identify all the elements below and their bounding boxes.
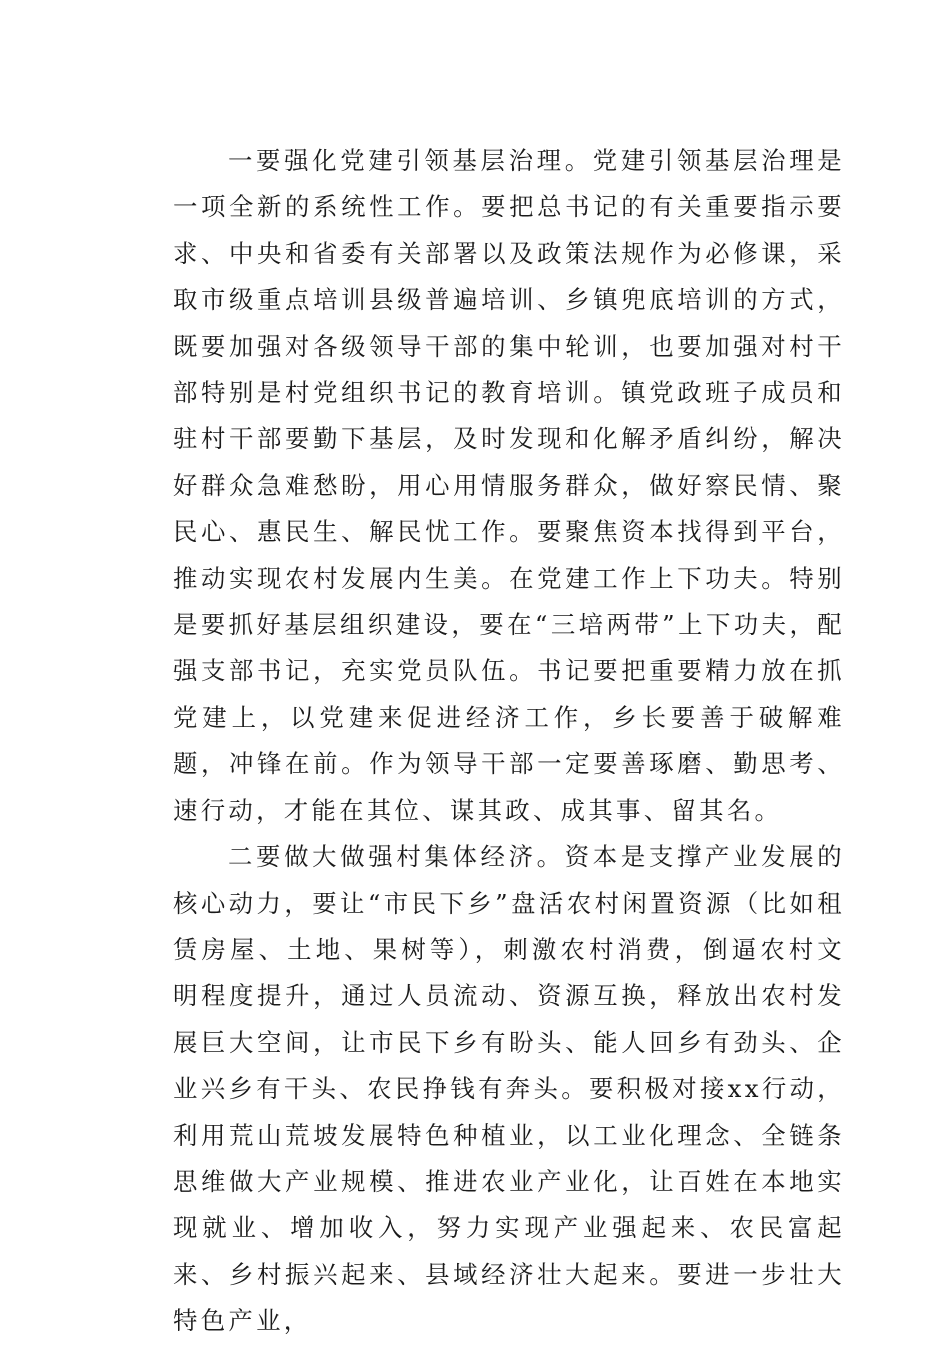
paragraph-party-building: 一要强化党建引领基层治理。党建引领基层治理是一项全新的系统性工作。要把总书记的有关重要指示要求、中央和省委有关部署以及政策法规作为必修课，采取市级重点培训县级普遍培训、乡镇兜底培训的方式，既要加强对各级领导干部的集中轮训，也要加强对村干部特别是村党组织书记的教育培训。镇党政班子成员和驻村干部要勤下基层，及时发现和化解矛盾纠纷，解决好群众急难愁盼，用心用情服务群众，做好察民情、聚民心、惠民生、解民忧工作。要聚焦资本找得到平台，推动实现农村发展内生美。在党建工作上下功夫。特别是要抓好基层组织建设，要在“三培两带”上下功夫，配强支部书记，充实党员队伍。书记要把重要精力放在抓党建上，以党建来促进经济工作，乡长要善于破解难题，冲锋在前。作为领导干部一定要善琢磨、勤思考、速行动，才能在其位、谋其政、成其事、留其名。 bbox=[173, 146, 845, 825]
document-body bbox=[173, 138, 845, 1345]
paragraph-collective-economy: 二要做大做强村集体经济。资本是支撑产业发展的核心动力，要让“市民下乡”盘活农村闲置资源（比如租赁房屋、土地、果树等），刺激农村消费，倒逼农村文明程度提升，通过人员流动、资源互换，释放出农村发展巨大空间，让市民下乡有盼头、能人回乡有劲头、企业兴乡有干头、农民挣钱有奔头。要积极对接xx行动，利用荒山荒坡发展特色种植业，以工业化理念、全链条思维做大产业规模、推进农业产业化，让百姓在本地实现就业、增加收入，努力实现产业强起来、农民富起来、乡村振兴起来、县域经济壮大起来。要进一步壮大特色产业， bbox=[173, 842, 845, 1336]
